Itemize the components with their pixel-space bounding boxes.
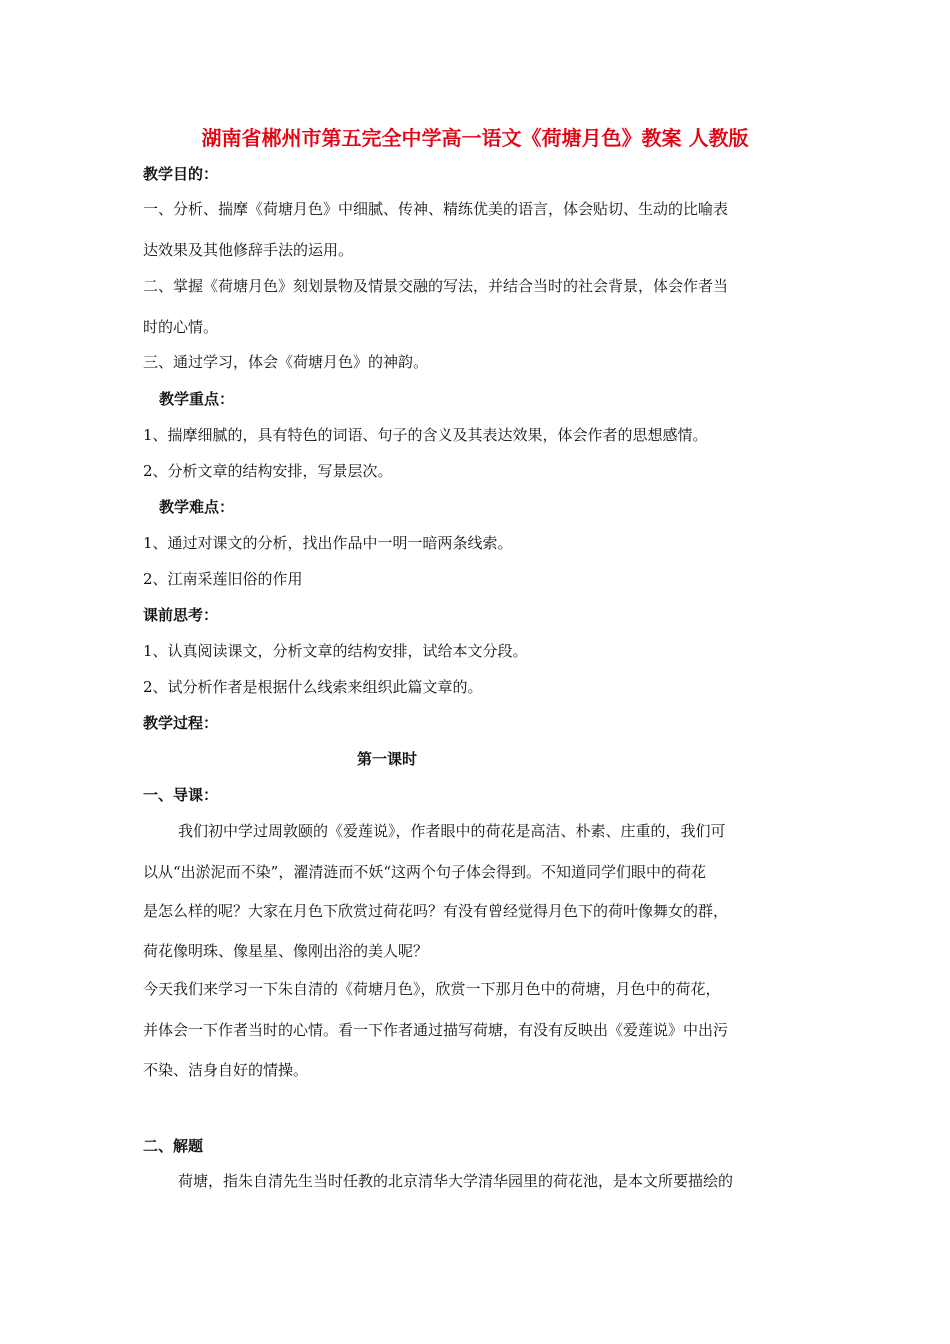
paragraph-line: 二、掌握《荷塘月色》刻划景物及情景交融的写法，并结合当时的社会背景，体会作者当 [143,277,729,295]
heading-key-points: 教学重点： [159,390,235,408]
heading-process: 教学过程： [143,714,219,732]
paragraph-line: 一、分析、揣摩《荷塘月色》中细腻、传神、精练优美的语言，体会贴切、生动的比喻表 [143,200,729,218]
paragraph-line: 三、通过学习，体会《荷塘月色》的神韵。 [143,353,429,371]
document-title: 湖南省郴州市第五完全中学高一语文《荷塘月色》教案 人教版 [201,126,749,150]
heading-difficult-points: 教学难点： [159,498,235,516]
paragraph-line: 并体会一下作者当时的心情。看一下作者通过描写荷塘，有没有反映出《爱莲说》中出污 [143,1021,729,1039]
paragraph-line: 是怎么样的呢？大家在月色下欣赏过荷花吗？有没有曾经觉得月色下的荷叶像舞女的群， [143,902,729,920]
heading-pre-class: 课前思考： [143,606,219,624]
paragraph-line: 以从“出淤泥而不染”，濯清涟而不妖“这两个句子体会得到。不知道同学们眼中的荷花 [143,863,707,881]
paragraph-line: 不染、洁身自好的情操。 [143,1061,309,1079]
paragraph-line: 我们初中学过周敦颐的《爱莲说》，作者眼中的荷花是高洁、朴素、庄重的，我们可 [178,822,726,840]
paragraph-line: 荷塘，指朱自清先生当时任教的北京清华大学清华园里的荷花池，是本文所要描绘的 [178,1172,734,1190]
paragraph-line: 时的心情。 [143,318,219,336]
paragraph-line: 2、试分析作者是根据什么线索来组织此篇文章的。 [143,678,483,696]
paragraph-line: 1、揣摩细腻的，具有特色的词语、句子的含义及其表达效果，体会作者的思想感情。 [143,426,708,444]
paragraph-line: 1、通过对课文的分析，找出作品中一明一暗两条线索。 [143,534,513,552]
heading-title-explanation: 二、解题 [143,1137,204,1155]
heading-first-lesson: 第一课时 [356,750,417,768]
paragraph-line: 荷花像明珠、像星星、像刚出浴的美人呢？ [143,942,429,960]
paragraph-line: 达效果及其他修辞手法的运用。 [143,241,354,259]
paragraph-line: 今天我们来学习一下朱自清的《荷塘月色》，欣赏一下那月色中的荷塘，月色中的荷花， [143,980,721,998]
heading-intro: 一、导课： [143,786,219,804]
paragraph-line: 2、分析文章的结构安排，写景层次。 [143,462,393,480]
paragraph-line: 2、江南采莲旧俗的作用 [143,570,303,588]
paragraph-line: 1、认真阅读课文，分析文章的结构安排，试给本文分段。 [143,642,528,660]
heading-teaching-goals: 教学目的： [143,165,219,183]
